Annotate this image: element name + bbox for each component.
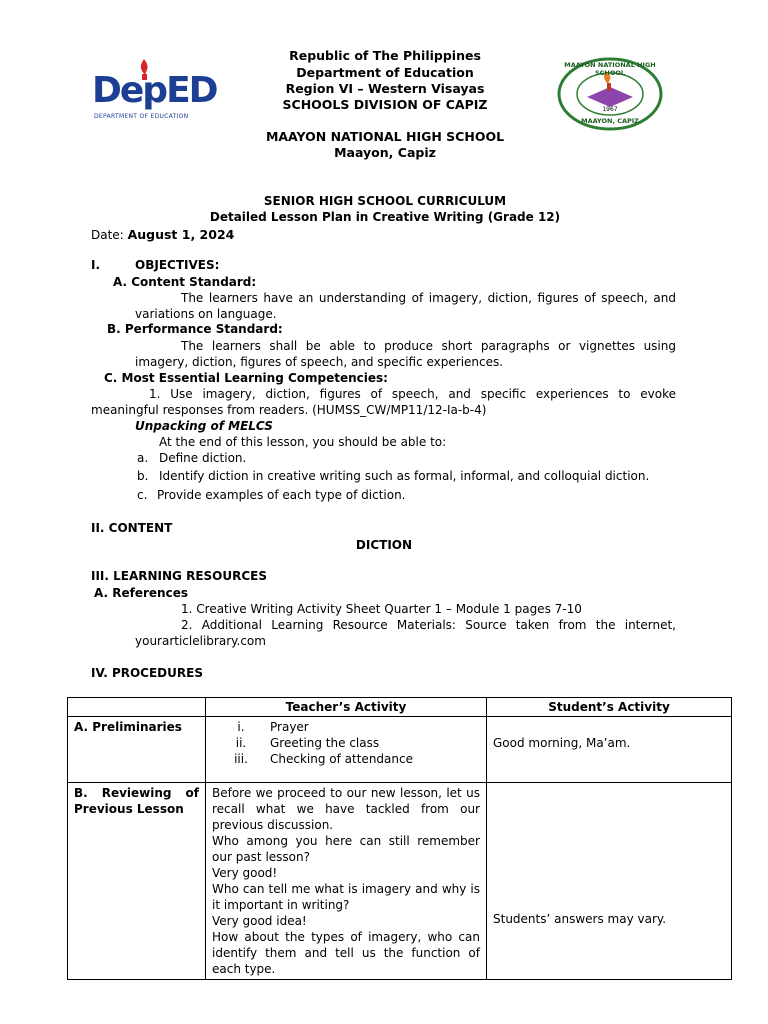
reference-1: 1. Creative Writing Activity Sheet Quarter 1 – Module 1 pages 7-10	[181, 602, 582, 616]
resources-heading: III. LEARNING RESOURCES	[91, 569, 267, 583]
table-header-student: Student’s Activity	[487, 698, 732, 717]
objectives-heading: OBJECTIVES:	[135, 258, 220, 272]
unpacking-item-marker: b.	[137, 469, 149, 483]
preliminary-item-num: iii.	[234, 752, 248, 766]
teacher-line: Who can tell me what is imagery and why is it important in writing?	[212, 882, 480, 912]
objectives-num: I.	[91, 258, 101, 272]
preliminary-item	[212, 735, 480, 751]
melc-text: 1. Use imagery, diction, figures of speech, and specific experiences to evoke meaningful responses from readers. (HUMSS_CW/MP11/12-Ia-b-4)	[91, 387, 676, 417]
header-division: SCHOOLS DIVISION OF CAPIZ	[282, 97, 488, 112]
unpacking-item-marker: c.	[137, 488, 148, 502]
header-town: Maayon, Capiz	[334, 145, 436, 160]
review-label-previous: Previous Lesson	[74, 802, 184, 816]
content-topic: DICTION	[355, 538, 413, 552]
performance-standard-title: B. Performance Standard:	[107, 322, 283, 336]
school-seal-year: 1967	[602, 106, 618, 113]
content-standard-title: A. Content Standard:	[113, 275, 257, 289]
header-department: Department of Education	[296, 65, 474, 80]
review-label-reviewing: Reviewing	[101, 786, 172, 800]
table-header-blank	[68, 698, 206, 717]
content-standard-text: The learners have an understanding of imagery, diction, figures of speech, and variations on language.	[135, 291, 676, 321]
school-seal	[557, 57, 663, 131]
date-label: Date:	[91, 228, 124, 242]
title-plan: Detailed Lesson Plan in Creative Writing (Grade 12)	[209, 210, 561, 224]
review-student-cell: Students’ answers may vary.	[487, 783, 732, 980]
review-label-of: of	[185, 786, 199, 800]
unpacking-item-marker: a.	[137, 451, 149, 465]
melc-title: C. Most Essential Learning Competencies:	[104, 371, 388, 385]
unpacking-intro: At the end of this lesson, you should be able to:	[159, 435, 447, 449]
title-curriculum: SENIOR HIGH SCHOOL CURRICULUM	[263, 194, 507, 208]
preliminary-item-text: Checking of attendance	[270, 752, 413, 766]
unpacking-item: Define diction.	[159, 451, 247, 465]
deped-logo-subtext: DEPARTMENT OF EDUCATION	[94, 113, 189, 120]
preliminary-item-text: Greeting the class	[270, 736, 380, 750]
date-line	[91, 227, 234, 243]
teacher-line: Who among you here can still remember our past lesson?	[212, 834, 480, 864]
header-school: MAAYON NATIONAL HIGH SCHOOL	[265, 129, 505, 144]
table-row	[68, 783, 732, 980]
content-heading: II. CONTENT	[91, 521, 173, 535]
unpacking-item: Provide examples of each type of diction.	[157, 488, 406, 502]
school-seal-bottom-text: MAAYON, CAPIZ	[581, 117, 639, 125]
preliminary-item-num: ii.	[235, 736, 247, 750]
unpacking-title: Unpacking of MELCS	[135, 419, 273, 433]
performance-standard-text: The learners shall be able to produce short paragraphs or vignettes using imagery, diction, figures of speech, and specific experiences.	[135, 339, 676, 369]
header-region: Region VI – Western Visayas	[285, 81, 485, 96]
table-header-row	[68, 698, 732, 717]
teacher-line: Before we proceed to our new lesson, let us recall what we have tackled from our previous discussion.	[212, 786, 480, 832]
row-label-preliminaries: A. Preliminaries	[68, 717, 206, 783]
procedures-heading: IV. PROCEDURES	[91, 666, 203, 680]
preliminary-item	[212, 751, 480, 767]
school-seal-ring-text: MAAYON NATIONAL HIGH SCHOOL	[564, 61, 656, 77]
table-row	[68, 717, 732, 783]
deped-logo	[92, 57, 217, 125]
row-label-review	[68, 783, 206, 980]
preliminaries-teacher-cell	[206, 717, 487, 783]
reference-2: 2. Additional Learning Resource Materials: Source taken from the internet, yourarticlelibrary.com	[135, 618, 676, 648]
references-title: A. References	[94, 586, 188, 600]
preliminary-item-text: Prayer	[270, 720, 309, 734]
preliminary-item	[212, 719, 480, 735]
date-value: August 1, 2024	[127, 227, 235, 242]
teacher-line: Very good!	[212, 866, 278, 880]
teacher-line: Very good idea!	[212, 914, 307, 928]
table-header-teacher: Teacher’s Activity	[206, 698, 487, 717]
unpacking-item: Identify diction in creative writing such as formal, informal, and colloquial diction.	[159, 469, 650, 483]
teacher-line: How about the types of imagery, who can identify them and tell us the function of each type.	[212, 930, 480, 976]
review-teacher-cell	[206, 783, 487, 980]
procedures-table	[67, 697, 732, 980]
preliminary-item-num: i.	[237, 720, 245, 734]
header-republic: Republic of The Philippines	[289, 48, 481, 63]
review-label-b: B.	[74, 786, 88, 800]
preliminaries-student-cell: Good morning, Ma’am.	[487, 717, 732, 783]
deped-logo-wordmark: DepED	[92, 70, 217, 111]
